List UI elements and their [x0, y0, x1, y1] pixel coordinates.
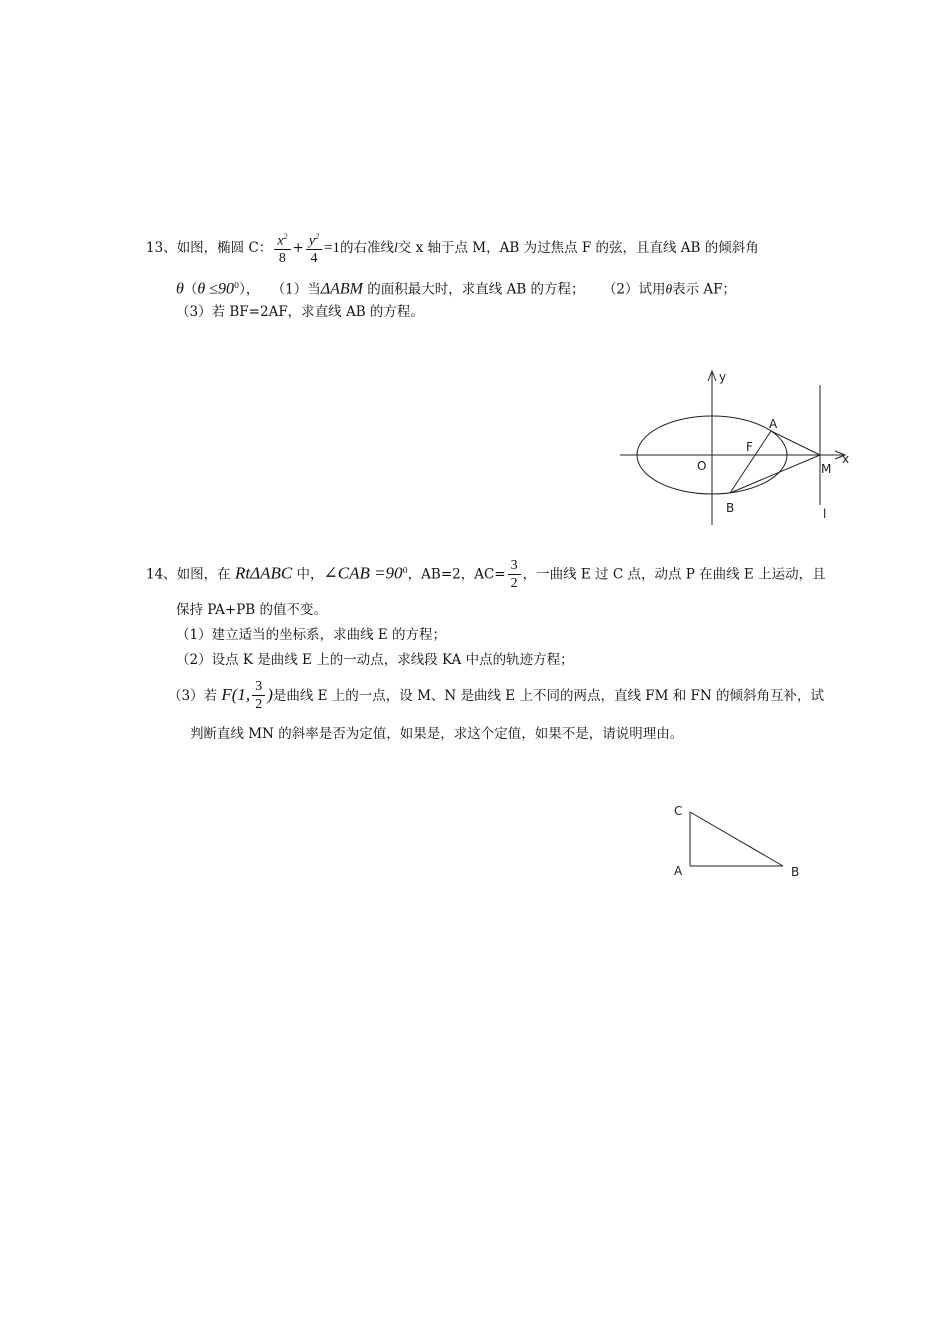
ac-num: 3: [508, 558, 521, 575]
problem-14-line-2: 保持 PA+PB 的值不变。: [176, 602, 327, 618]
label-m: M: [821, 462, 832, 476]
problem-13-part-3: （3）若 BF=2AF，求直线 AB 的方程。: [176, 304, 424, 320]
theta-condition: θ ≤90: [197, 280, 234, 298]
label-a: A: [769, 417, 778, 431]
label-l: l: [823, 507, 827, 521]
part2-post: 表示 AF；: [672, 281, 737, 298]
theta-condition-sup: 0: [234, 281, 240, 290]
triangle-figure: [665, 798, 810, 883]
theta-cond-open: （: [183, 281, 198, 298]
point-f-close: ): [267, 685, 273, 704]
f-den: 2: [255, 697, 263, 712]
problem-14-number: 14、: [146, 566, 177, 583]
problem-14-line-1: [146, 549, 826, 597]
eq-x: x: [277, 233, 284, 249]
ellipse-figure: [615, 365, 865, 530]
rt-triangle-abc: RtΔABC: [234, 563, 293, 583]
label-y: y: [719, 370, 727, 384]
problem-13-line-2: [176, 276, 736, 300]
eq-plus: +: [292, 240, 304, 256]
ac-den: 2: [510, 575, 518, 591]
problem-14-part-3: [168, 673, 824, 718]
segment-am: [771, 431, 820, 455]
problem-13-number: 13、: [146, 240, 177, 256]
eq-x-den: 8: [278, 251, 286, 267]
label-f: F: [746, 440, 753, 454]
angle-cab-sup: 0: [402, 566, 408, 575]
problem-13-after-l: 交 x 轴于点 M，AB 为过焦点 F 的弦，且直线 AB 的倾斜角: [397, 240, 759, 256]
eq-y-sup: 2: [315, 231, 320, 241]
problem-14-intro: 如图，在: [176, 566, 231, 583]
side-cb: [690, 812, 783, 866]
triangle-abm: ΔABM: [320, 280, 363, 298]
eq-equals: =1: [324, 240, 341, 256]
theta-symbol: θ: [176, 280, 184, 298]
eq-y-den: 4: [310, 251, 318, 267]
eq-y: y: [308, 233, 316, 249]
label-x: x: [842, 452, 850, 466]
problem-14-rest: ，一曲线 E 过 C 点，动点 P 在曲线 E 上运动，且: [522, 566, 826, 583]
fraction-f-3-over-2: [252, 679, 265, 714]
fraction-y2-over-4: [306, 229, 322, 269]
segment-bm: [730, 455, 820, 493]
point-f: F(1,: [221, 685, 251, 704]
part2-pre: （2）试用: [602, 281, 666, 298]
label-o: O: [697, 459, 707, 473]
fraction-3-over-2: [508, 558, 521, 593]
problem-13-intro: 如图，椭圆 C：: [176, 240, 273, 256]
angle-cab: ∠CAB =90: [323, 563, 403, 583]
part3-pre: （3）若: [168, 688, 218, 704]
problem-13-line-1: [146, 228, 759, 268]
problem-14-zhong: 中，: [296, 566, 324, 583]
problem-14-ab: ，AB=2，AC=: [407, 566, 506, 583]
label-a: A: [674, 864, 683, 878]
eq-x-sup: 2: [283, 231, 288, 241]
problem-14-part-2: （2）设点 K 是曲线 E 上的一动点，求线段 KA 中点的轨迹方程；: [176, 652, 574, 668]
line-l: l: [394, 240, 398, 255]
problem-14-part-3-line-2: 判断直线 MN 的斜率是否为定值，如果是，求这个定值，如果不是，请说明理由。: [190, 726, 684, 742]
part1-post: 的面积最大时，求直线 AB 的方程；: [367, 281, 585, 298]
label-c: C: [674, 804, 683, 818]
label-b: B: [791, 865, 800, 879]
theta-cond-close: ），: [239, 281, 260, 298]
fraction-x2-over-8: [274, 229, 290, 269]
theta-symbol-2: θ: [665, 281, 673, 297]
problem-14-part-1: （1）建立适当的坐标系，求曲线 E 的方程；: [176, 627, 447, 643]
part3-post: 是曲线 E 上的一点，设 M、N 是曲线 E 上不同的两点，直线 FM 和 FN 的倾斜角互补，试: [272, 688, 824, 704]
label-b: B: [726, 501, 735, 515]
problem-13-after-eq: 的右准线: [340, 240, 395, 256]
part1-pre: （1）当: [271, 281, 321, 298]
f-num: 3: [252, 679, 265, 696]
